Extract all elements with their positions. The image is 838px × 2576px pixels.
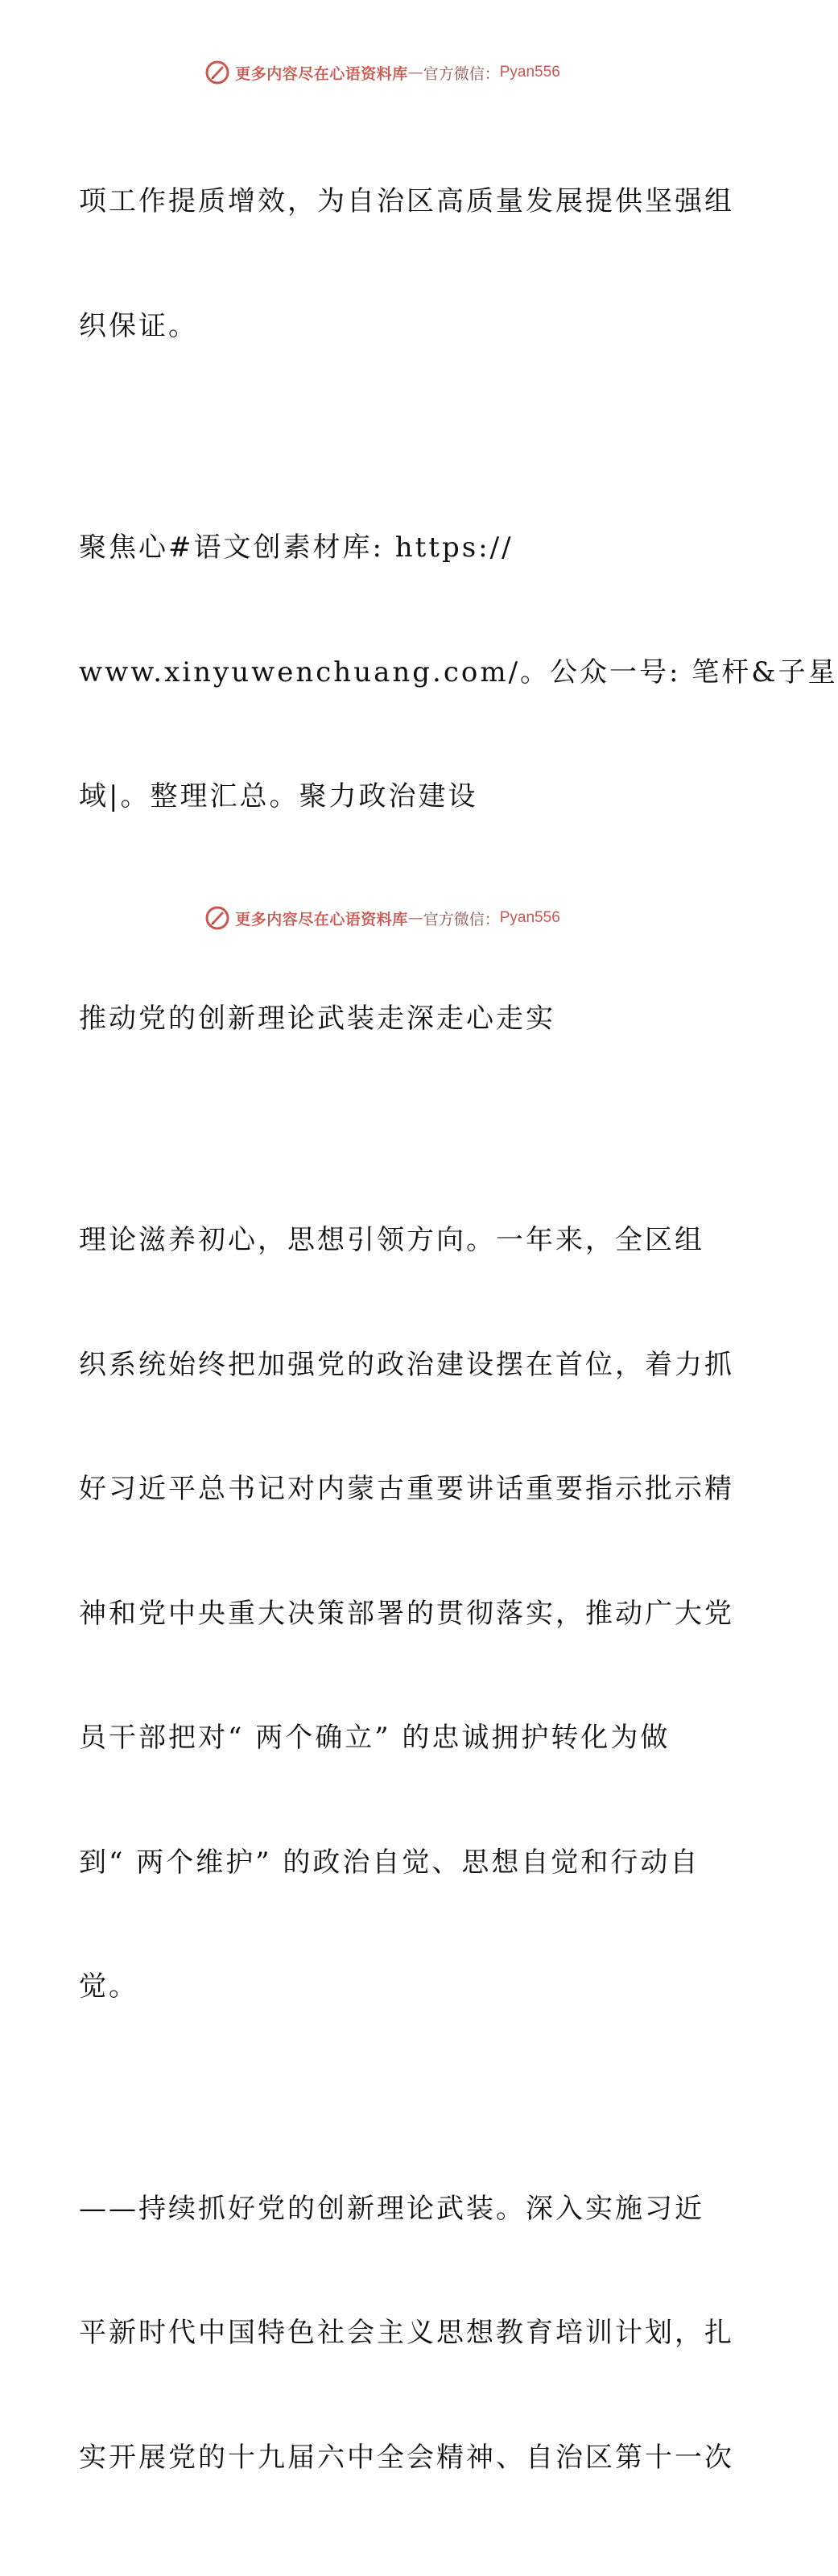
text-line: 到“ 两个维护” 的政治自觉、思想自觉和行动自 <box>79 1846 700 1879</box>
text-line: 织保证。 <box>79 309 198 342</box>
paragraph <box>79 1137 734 2091</box>
text-line: 织系统始终把加强党的政治建设摆在首位，着力抓 <box>79 1348 734 1381</box>
text-line: 实开展党的十九届六中全会精神、自治区第十一次 <box>79 2441 734 2474</box>
watermark-separator: — <box>407 909 423 927</box>
text-line: 好习近平总书记对内蒙古重要讲话重要指示批示精 <box>79 1473 734 1505</box>
text-line: 推动党的创新理论武装走深走心走实 <box>79 1002 555 1035</box>
section-heading <box>79 916 691 1123</box>
document-body <box>79 98 838 2576</box>
text-line: 项工作提质增效，为自治区高质量发展提供坚强组 <box>79 185 734 217</box>
watermark-wechat-id: Pyan556 <box>499 64 560 81</box>
text-line: 神和党中央重大决策部署的贯彻落实，推动广大党 <box>79 1597 734 1630</box>
quill-logo-icon <box>204 60 230 85</box>
text-line: 觉。 <box>79 1970 138 2003</box>
text-line: 聚焦心#语文创素材库: https:// <box>79 531 514 564</box>
watermark-wechat-label: 官方微信： <box>423 64 500 83</box>
watermark-separator: — <box>407 64 423 81</box>
quill-logo-icon <box>204 905 230 931</box>
text-line: 员干部把对“ 两个确立” 的忠诚拥护转化为做 <box>79 1722 671 1754</box>
footer-watermark <box>0 902 765 934</box>
paragraph <box>79 2106 734 2562</box>
header-watermark <box>0 56 765 89</box>
watermark-wechat-label: 官方微信： <box>423 910 500 928</box>
text-line: 理论滋养初心，思想引领方向。一年来，全区组 <box>79 1224 704 1256</box>
text-line: ——持续抓好党的创新理论武装。深入实施习近 <box>79 2192 704 2225</box>
watermark-wechat-id: Pyan556 <box>499 909 560 926</box>
watermark-site-text: 更多内容尽在心语资料库 <box>235 64 408 83</box>
watermark-site-text: 更多内容尽在心语资料库 <box>235 910 408 928</box>
text-line: 域|。整理汇总。聚力政治建设 <box>79 780 478 812</box>
text-line: 平新时代中国特色社会主义思想教育培训计划，扎 <box>79 2317 734 2349</box>
paragraph <box>79 444 838 901</box>
text-line: www.xinyuwenchuang.com/。公众一号: 笔杆&子星 <box>79 655 838 688</box>
paragraph <box>79 98 734 430</box>
